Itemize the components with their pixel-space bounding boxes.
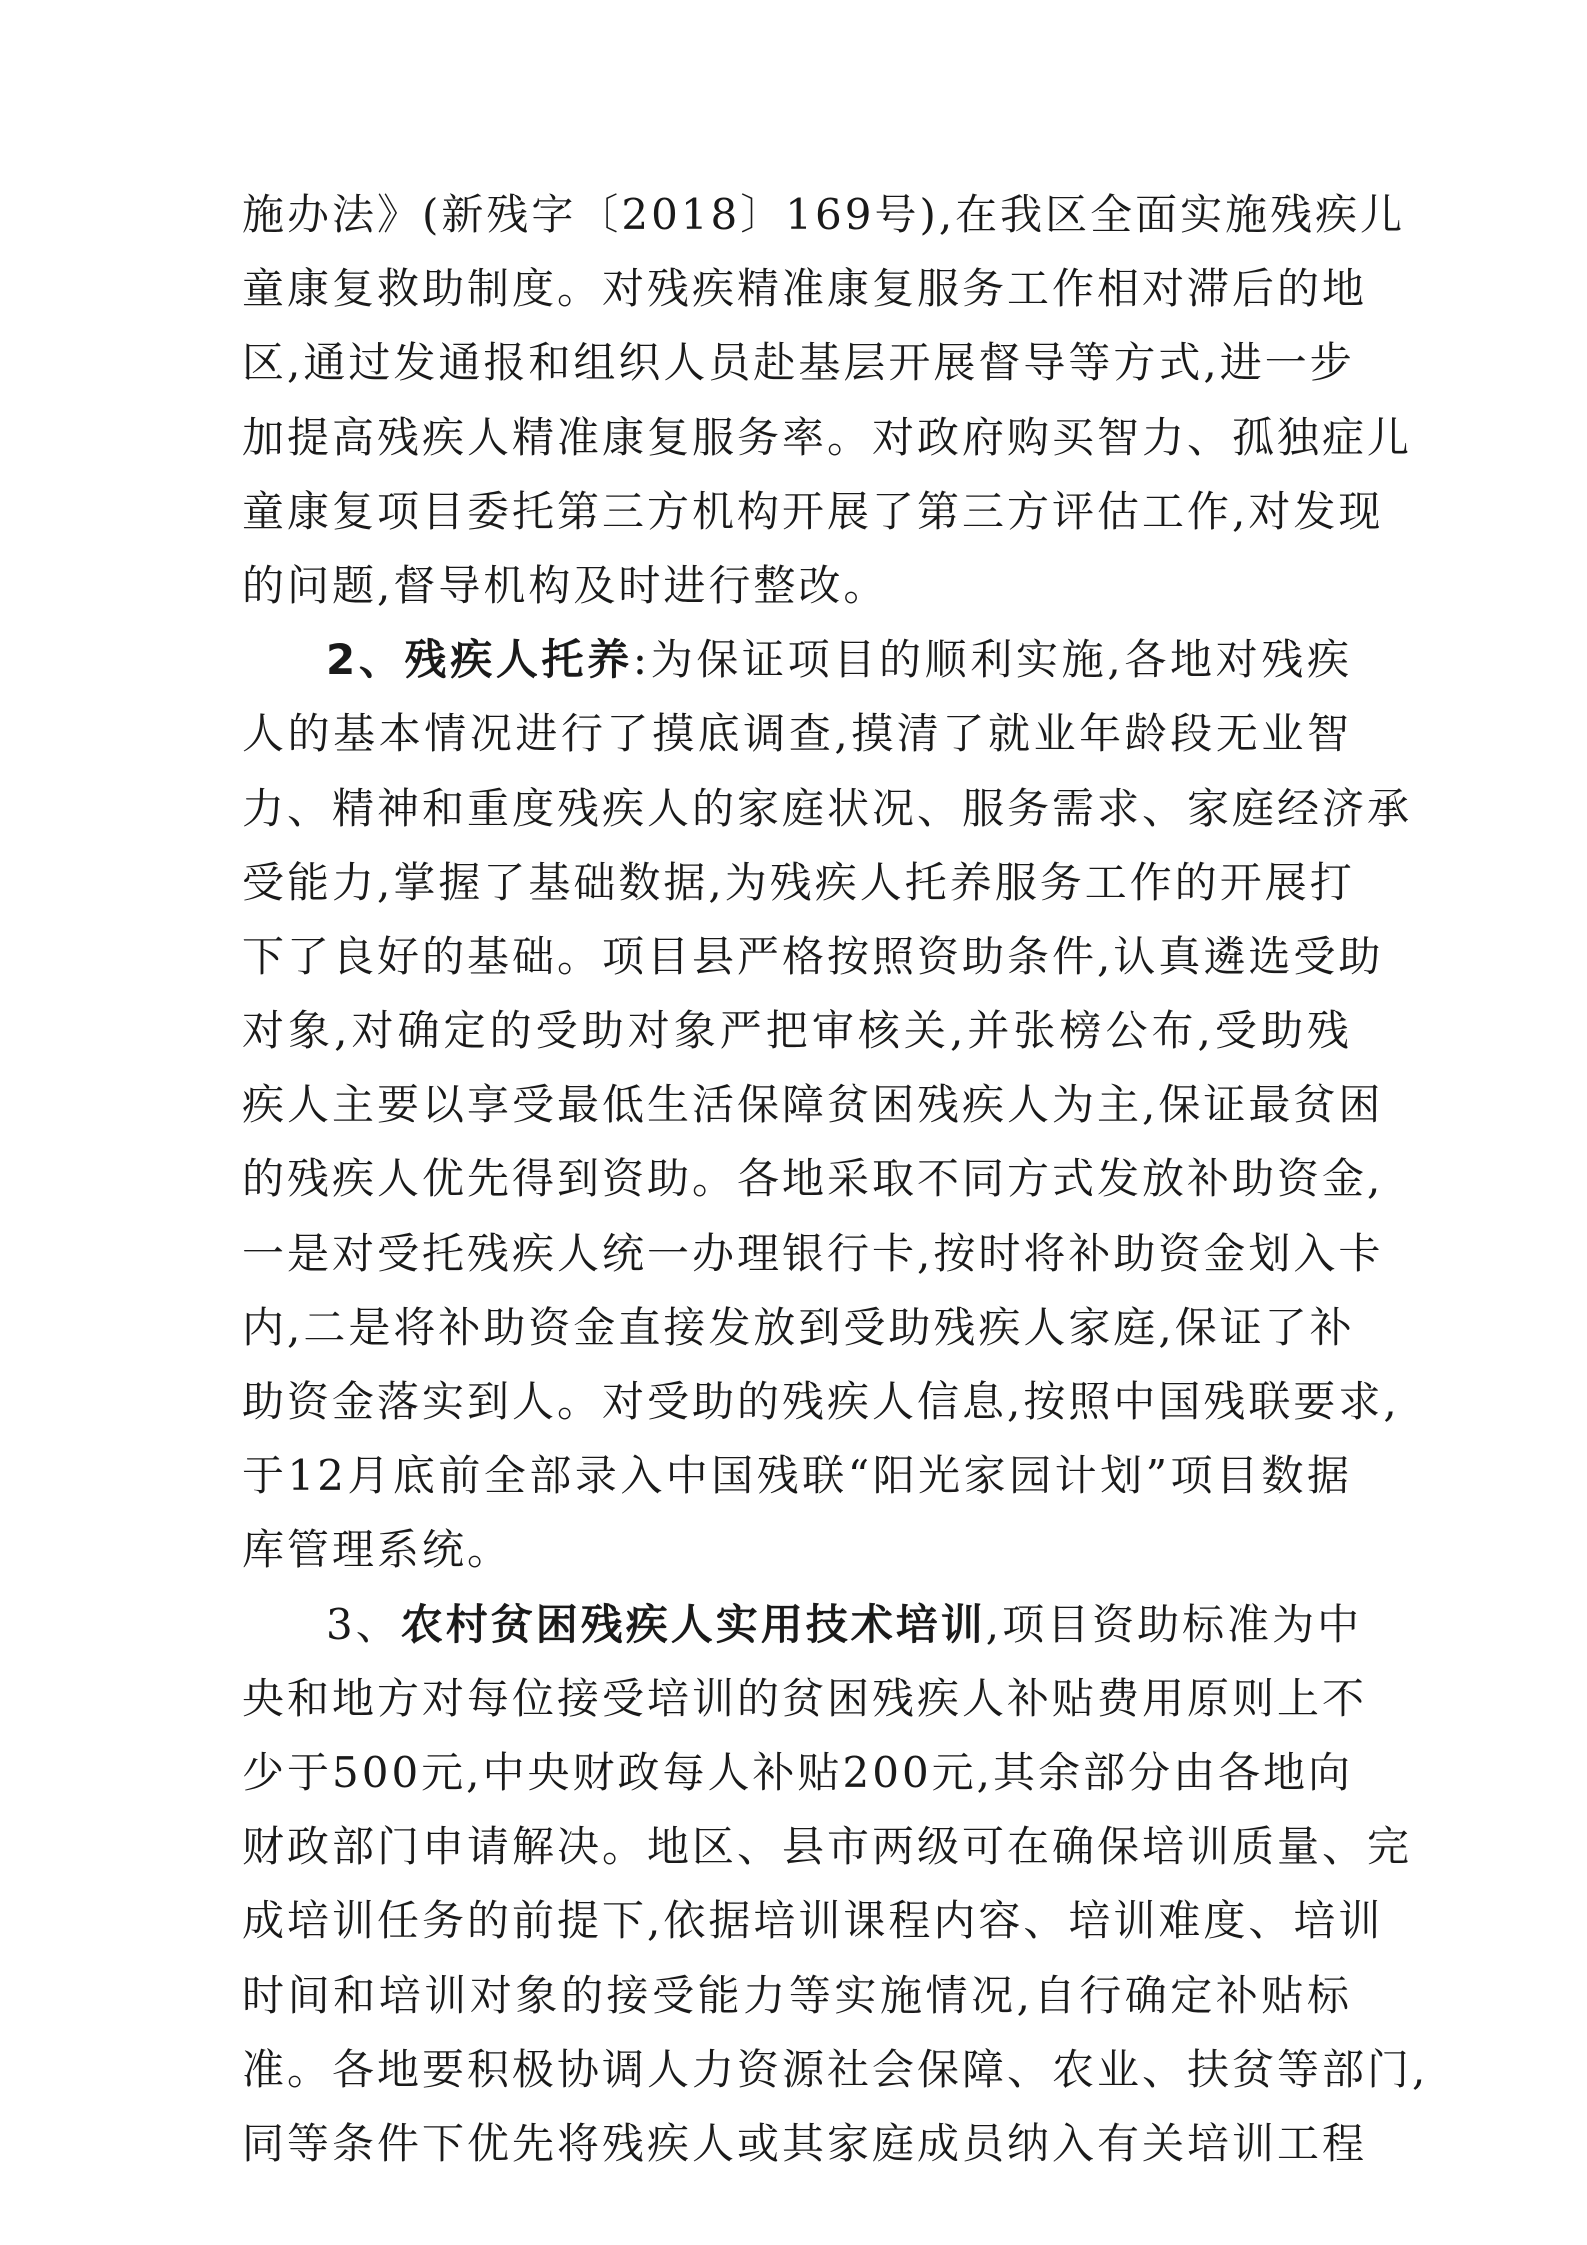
paragraph-2-line-7: 疾人主要以享受最低生活保障贫困残疾人为主,保证最贫困 (242, 1080, 1384, 1130)
paragraph-3-line-6: 时间和培训对象的接受能力等实施情况,自行确定补贴标 (242, 1970, 1352, 2020)
paragraph-2-first-line (242, 623, 1352, 697)
paragraph-3-heading: 农村贫困残疾人实用技术培训 (400, 1599, 986, 1649)
paragraph-2-heading: 2、残疾人托养 (326, 635, 633, 685)
paragraph-2-line-4: 受能力,掌握了基础数据,为残疾人托养服务工作的开展打 (242, 857, 1355, 907)
paragraph-3-heading-prefix: 3、 (326, 1599, 401, 1649)
body-text (242, 178, 1429, 2181)
paragraph-2-line-2: 人的基本情况进行了摸底调查,摸清了就业年龄段无业智 (242, 709, 1352, 759)
paragraph-1-line-1: 施办法》(新残字〔2018〕169号),在我区全面实施残疾儿 (242, 190, 1406, 239)
paragraph-2-line-6: 对象,对确定的受助对象严把审核关,并张榜公布,受助残 (242, 1006, 1352, 1056)
paragraph-2-line-12: 于12月底前全部录入中国残联“阳光家园计划”项目数据 (242, 1451, 1352, 1501)
paragraph-3-line-4: 财政部门申请解决。地区、县市两级可在确保培训质量、完 (242, 1822, 1413, 1872)
paragraph-3-line-3: 少于500元,中央财政每人补贴200元,其余部分由各地向 (242, 1747, 1354, 1797)
paragraph-2-first-line-rest: :为保证项目的顺利实施,各地对残疾 (632, 635, 1352, 685)
paragraph-2-line-5: 下了良好的基础。项目县严格按照资助条件,认真遴选受助 (242, 931, 1384, 981)
paragraph-1-line-5: 童康复项目委托第三方机构开展了第三方评估工作,对发现 (242, 486, 1384, 536)
paragraph-1-line-3: 区,通过发通报和组织人员赴基层开展督导等方式,进一步 (242, 338, 1355, 388)
paragraph-2 (242, 623, 1413, 1587)
paragraph-3-line-7: 准。各地要积极协调人力资源社会保障、农业、扶贫等部门, (242, 2044, 1429, 2094)
paragraph-1 (242, 178, 1413, 623)
paragraph-2-line-3: 力、精神和重度残疾人的家庭状况、服务需求、家庭经济承 (242, 783, 1413, 833)
paragraph-3-first-line-rest: ,项目资助标准为中 (985, 1599, 1363, 1649)
paragraph-1-line-2: 童康复救助制度。对残疾精准康复服务工作相对滞后的地 (242, 264, 1368, 314)
paragraph-1-line-4: 加提高残疾人精准康复服务率。对政府购买智力、孤独症儿 (242, 412, 1413, 462)
paragraph-2-line-13: 库管理系统。 (242, 1525, 513, 1575)
paragraph-2-line-9: 一是对受托残疾人统一办理银行卡,按时将补助资金划入卡 (242, 1228, 1384, 1278)
paragraph-2-line-10: 内,二是将补助资金直接发放到受助残疾人家庭,保证了补 (242, 1302, 1355, 1352)
paragraph-2-line-11: 助资金落实到人。对受助的残疾人信息,按照中国残联要求, (242, 1377, 1400, 1426)
paragraph-3-first-line (242, 1588, 1363, 1662)
paragraph-3-line-2: 央和地方对每位接受培训的贫困残疾人补贴费用原则上不 (242, 1673, 1368, 1723)
paragraph-1-line-6: 的问题,督导机构及时进行整改。 (242, 560, 889, 610)
paragraph-3-line-8: 同等条件下优先将残疾人或其家庭成员纳入有关培训工程 (242, 2118, 1368, 2168)
paragraph-3-line-5: 成培训任务的前提下,依据培训课程内容、培训难度、培训 (242, 1896, 1384, 1946)
paragraph-3 (242, 1588, 1429, 2182)
paragraph-2-line-8: 的残疾人优先得到资助。各地采取不同方式发放补助资金, (242, 1154, 1384, 1204)
